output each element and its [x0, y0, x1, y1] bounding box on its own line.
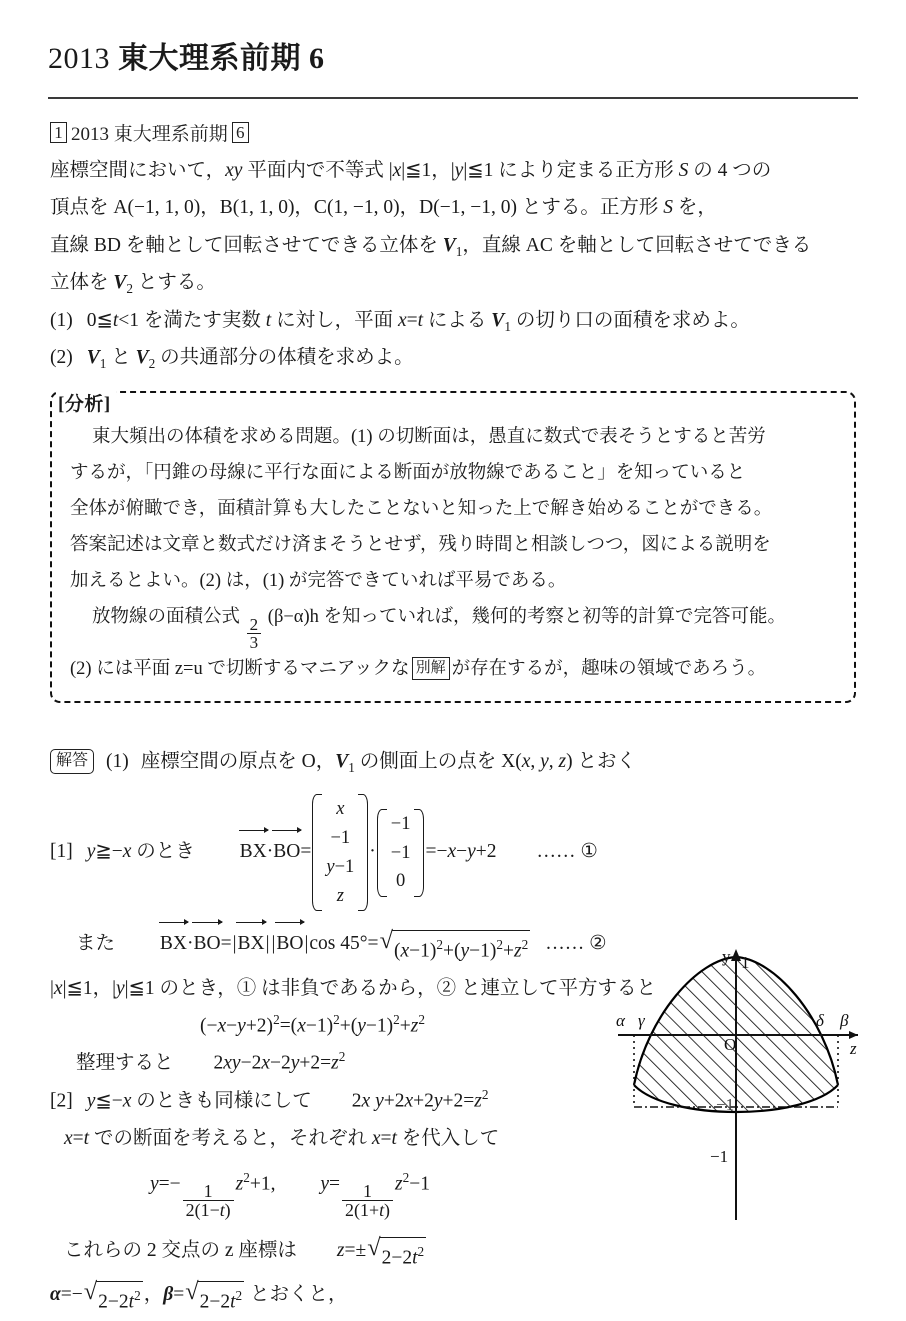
figure-y-axis-label: y	[722, 947, 731, 966]
solution-intersection-line: これらの 2 交点の z 座標は z=± √ $2-2t^2$	[50, 1232, 870, 1277]
analysis-text-1: 東大頻出の体積を求める問題。(1) の切断面は，愚直に数式で表そうとすると苦労	[92, 426, 766, 447]
page-title-main: 東大理系前期 6	[118, 42, 325, 75]
solution-q1-text: 座標空間の原点を O，$V_1$ の側面上の点を X(x, y, z) とおく	[140, 751, 636, 776]
figure-label-gamma: γ	[638, 1011, 645, 1030]
radical-4: √ $2-2t^2$	[185, 1281, 244, 1321]
radical-3: √ $2-2t^2$	[84, 1281, 143, 1321]
q2-label: (2)	[50, 347, 73, 369]
analysis-line-1	[70, 419, 836, 455]
page-title-year: 2013	[48, 42, 118, 75]
solution-q1-label: (1)	[106, 751, 129, 773]
analysis-formula-post: (β−α)h を知っていれば，幾何的考察と初等的計算で完答可能。	[267, 606, 787, 627]
figure-tick-inner-bottom: −1	[716, 1095, 735, 1114]
figure-label-beta: β	[840, 1011, 849, 1030]
analysis-last-pre: (2) には平面 z=u で切断するマニアックな	[70, 659, 410, 680]
figure-origin-label: O	[724, 1035, 737, 1054]
solution-header	[50, 743, 870, 780]
problem-line-1: 座標空間において，xy 平面内で不等式 |x| ≦ 1，|y| ≦ 1 により定まる正方形 S の 4 つの	[50, 152, 856, 189]
title-divider	[48, 97, 858, 99]
solution-cond-line: |x| ≦ 1，|y| ≦ 1 のとき，① は非負であるから，② と連立して平方すると	[50, 970, 870, 1007]
fraction-right: $\frac{1}{2(1+t)}$	[342, 1182, 393, 1220]
figure-label-alpha: α	[616, 1011, 625, 1030]
analysis-line-2: するが，「円錐の母線に平行な面による断面が放物線であること」を知っていると	[70, 462, 746, 483]
figure-z-axis-label: z	[850, 1039, 857, 1058]
analysis-last-post: が存在するが，趣味の領域であろう。	[451, 659, 767, 680]
alt-solution-box: 別解	[412, 657, 450, 679]
case2-label: [2]	[50, 1090, 73, 1112]
eq-tag-1: …… ①	[536, 841, 598, 863]
page-title	[36, 0, 870, 75]
problem-line-2: 頂点を A(−1, 1, 0)，B(1, 1, 0)，C(1, −1, 0)，D(−1, −1, 0) とする。正方形 S を，	[50, 197, 717, 219]
column-vector-1: x −1 y−1 z	[312, 794, 368, 911]
problem-q1: (1) 0 ≦ t<1 を満たす実数 t に対し，平面 x=t による $V_1$ の切り口の面積を求めよ。	[50, 302, 856, 339]
problem-q2: (2) $V_1$ と $V_2$ の共通部分の体積を求めよ。	[50, 347, 414, 372]
analysis-box	[50, 391, 856, 704]
analysis-formula-line	[70, 599, 836, 651]
solution-badge: 解答	[50, 749, 94, 774]
analysis-section	[50, 391, 856, 704]
radical-2: √ $2-2t^2$	[367, 1237, 426, 1277]
analysis-line-3: 全体が俯瞰でき，面積計算も大したことないと知った上で解き始めることができる。	[70, 498, 773, 519]
problem-line-3: 直線 BD を軸として回転させてできる立体を $V_1$，直線 AC を軸として回転させてできる	[50, 234, 812, 259]
fraction-left: $\frac{1}{2(1-t)}$	[183, 1182, 234, 1220]
radical-1: √ $(x-1)^2+(y-1)^2+z^2$	[380, 930, 531, 970]
solution-two-parabolas: y=− $\frac{1}{2(1-t)}$ $z^2+1$, y= $\frac{1}{2(1+t)}$ $z^2-1$	[150, 1169, 430, 1221]
eq-tag-2: …… ②	[545, 933, 607, 955]
solution-mata-line: また BX·BO=|BX| |BO|cos 45°= √ $(x-1)^2+(y-1)^2+z^2$ …… ②	[50, 923, 870, 970]
q1-label: (1)	[50, 309, 73, 331]
case1-label: [1]	[50, 841, 73, 863]
problem-statement	[36, 152, 870, 377]
solution-tidy-line: 整理すると $2xy-2x-2y+2=z^2$	[76, 1049, 346, 1074]
analysis-last-line	[70, 651, 836, 687]
figure-tick-top: 1	[741, 953, 750, 972]
analysis-line-5: 加えるとよい。(2) は，(1) が完答できていれば平易である。	[70, 570, 567, 591]
figure-tick-bottom: −1	[710, 1147, 729, 1166]
problem-source: 2013 東大理系前期	[71, 124, 228, 145]
mata-label: また	[76, 933, 116, 955]
analysis-formula-pre: 放物線の面積公式	[92, 606, 241, 627]
tidy-label: 整理すると	[76, 1052, 174, 1074]
solution-alpha-beta-line: α=− √ $2-2t^2$ ，β= √ $2-2t^2$ とおくと，	[50, 1276, 870, 1321]
figure-label-delta: δ	[816, 1011, 824, 1030]
vector-BX: BX	[240, 831, 267, 870]
problem-number-box: 1	[50, 122, 67, 143]
column-vector-2: −1 −1 0	[377, 809, 425, 897]
problem-line-4: 立体を $V_2$ とする。	[50, 272, 216, 297]
solution-substitute-line: x=t での断面を考えると，それぞれ x=t を代入して	[64, 1127, 500, 1149]
solution-section	[36, 743, 870, 1320]
problem-source-box: 6	[232, 122, 249, 143]
analysis-line-4: 答案記述は文章と数式だけ済まそうとせず，残り時間と相談しつつ，図による説明を	[70, 534, 771, 555]
vector-BO: BO	[273, 831, 300, 870]
problem-header	[36, 119, 870, 146]
solution-case-1: [1] y≧−x のとき BX·BO= x −1 y−1 z · −1 −1 0 =−x−y+2 …… ①	[50, 794, 870, 911]
solution-case-2: [2] y ≦ −x のときも同様にして 2x $y+2x+2y+2=z^2$	[50, 1082, 870, 1120]
intersection-label: これらの 2 交点の z 座標は	[64, 1239, 297, 1261]
fraction-two-thirds: $\frac{2}{3}$	[247, 616, 262, 652]
analysis-label: [分析]	[56, 389, 116, 416]
solution-squared-eq: $(-x-y+2)^2=(x-1)^2+(y-1)^2+z^2$	[200, 1011, 425, 1037]
